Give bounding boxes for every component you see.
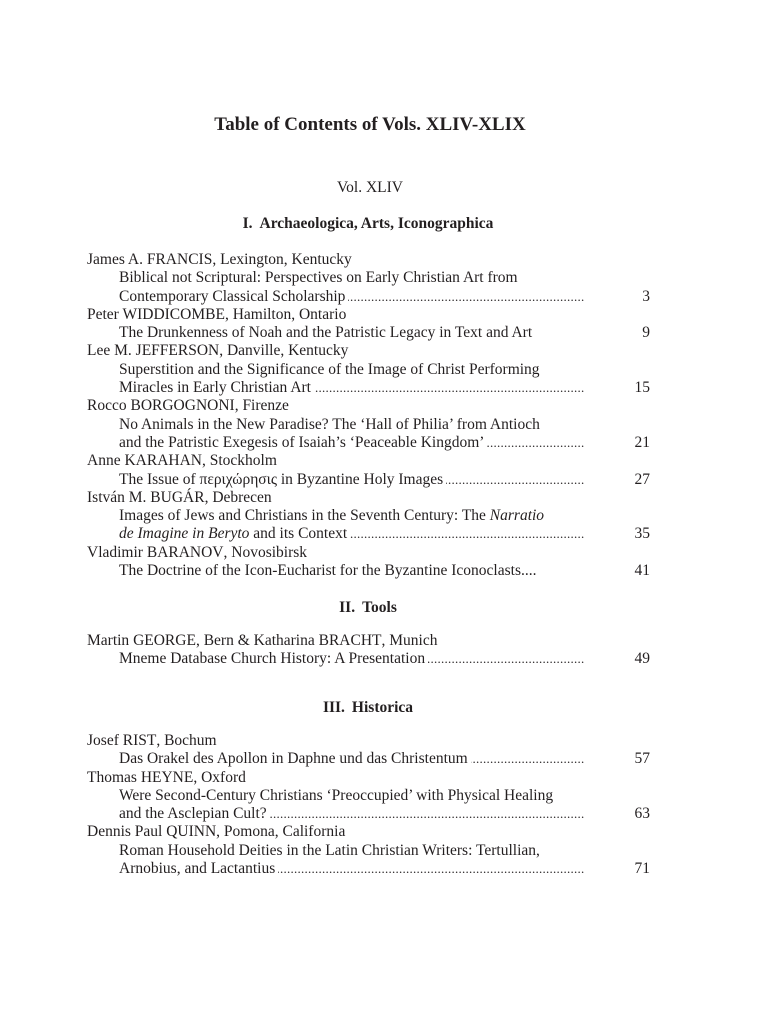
entry-title[interactable]: The Doctrine of the Icon-Eucharist for the Byzantine Iconoclasts.... 41 — [119, 562, 650, 580]
entry-title[interactable]: The Drunkenness of Noah and the Patristic Legacy in Text and Art 9 — [119, 324, 650, 342]
entry-author: Martin GEORGE, Bern & Katharina BRACHT, Munich — [87, 632, 438, 649]
section-name: Tools — [362, 599, 397, 616]
section-entries-historica — [87, 732, 652, 878]
entry-author: Josef RIST, Bochum — [87, 732, 217, 749]
section-heading-archaeologica — [0, 214, 736, 234]
section-number: I. — [242, 215, 253, 232]
page-number: 57 — [634, 750, 650, 768]
entry-title[interactable]: Das Orakel des Apollon in Daphne und das Christentum . . . 57 — [87, 750, 652, 768]
page-number: 63 — [634, 805, 650, 823]
page-title: Table of Contents of Vols. XLIV-XLIX — [214, 114, 526, 135]
entry-author: Rocco BORGOGNONI, Firenze — [87, 397, 289, 415]
page-number: 21 — [634, 433, 650, 451]
page-number: 15 — [634, 379, 650, 397]
entry-author: Anne KARAHAN, Stockholm — [87, 452, 277, 470]
page-number: 35 — [634, 525, 650, 543]
entry-title[interactable]: Superstition and the Significance of the Image of Christ Performing Miracles in Early Christian Art . . . 15 — [87, 361, 652, 398]
volume-heading: Vol. XLIV — [336, 179, 404, 196]
entry-author: James A. FRANCIS, Lexington, Kentucky — [87, 251, 352, 268]
entry-author: Dennis Paul QUINN, Pomona, California — [87, 823, 346, 841]
page-number: 3 — [642, 287, 650, 305]
entry-author: Thomas HEYNE, Oxford — [87, 768, 246, 786]
entry-author: István M. BUGÁR, Debrecen — [87, 488, 272, 506]
section-entries-archaeologica — [87, 251, 652, 580]
section-name: Archaeologica, Arts, Iconographica — [259, 215, 494, 232]
entry-title[interactable]: Were Second-Century Christians ‘Preoccupied’ with Physical Healing and the Asclepian Cult? . . . 63 — [87, 787, 652, 824]
page-number: 9 — [642, 324, 650, 342]
entry-author: Vladimir BARANOV, Novosibirsk — [87, 543, 308, 561]
page-number: 41 — [634, 562, 650, 580]
entry-title[interactable]: Biblical not Scriptural: Perspectives on Early Christian Art from Contemporary Classical Scholarship . . . 3 — [87, 269, 652, 306]
page-number: 27 — [634, 470, 650, 488]
page-number: 49 — [634, 650, 650, 668]
section-entries-tools — [87, 632, 652, 669]
entry-author: Lee M. JEFFERSON, Danville, Kentucky — [87, 342, 349, 360]
entry-title[interactable]: Roman Household Deities in the Latin Christian Writers: Tertullian, Arnobius, and Lactantius . . . 71 — [87, 842, 652, 879]
page-number: 71 — [634, 860, 650, 878]
entry-author: Peter WIDDICOMBE, Hamilton, Ontario — [87, 305, 347, 323]
entry-title[interactable]: Mneme Database Church History: A Presentation . . . 49 — [87, 650, 652, 668]
section-heading-tools — [0, 598, 736, 618]
entry-title[interactable]: The Issue of περιχώρησις in Byzantine Holy Images . . . 27 — [87, 471, 652, 489]
section-number: III. — [322, 699, 345, 716]
section-name: Historica — [351, 699, 414, 716]
section-heading-historica — [0, 698, 736, 718]
entry-title[interactable]: No Animals in the New Paradise? The ‘Hall of Philia’ from Antioch and the Patristic Exegesis of Isaiah’s ‘Peaceable Kingdom’ . . . 21 — [87, 416, 652, 453]
entry-title[interactable]: Images of Jews and Christians in the Seventh Century: The Narratio de Imagine in Beryto and its Context . . . 35 — [87, 507, 652, 544]
section-number: II. — [339, 599, 356, 616]
